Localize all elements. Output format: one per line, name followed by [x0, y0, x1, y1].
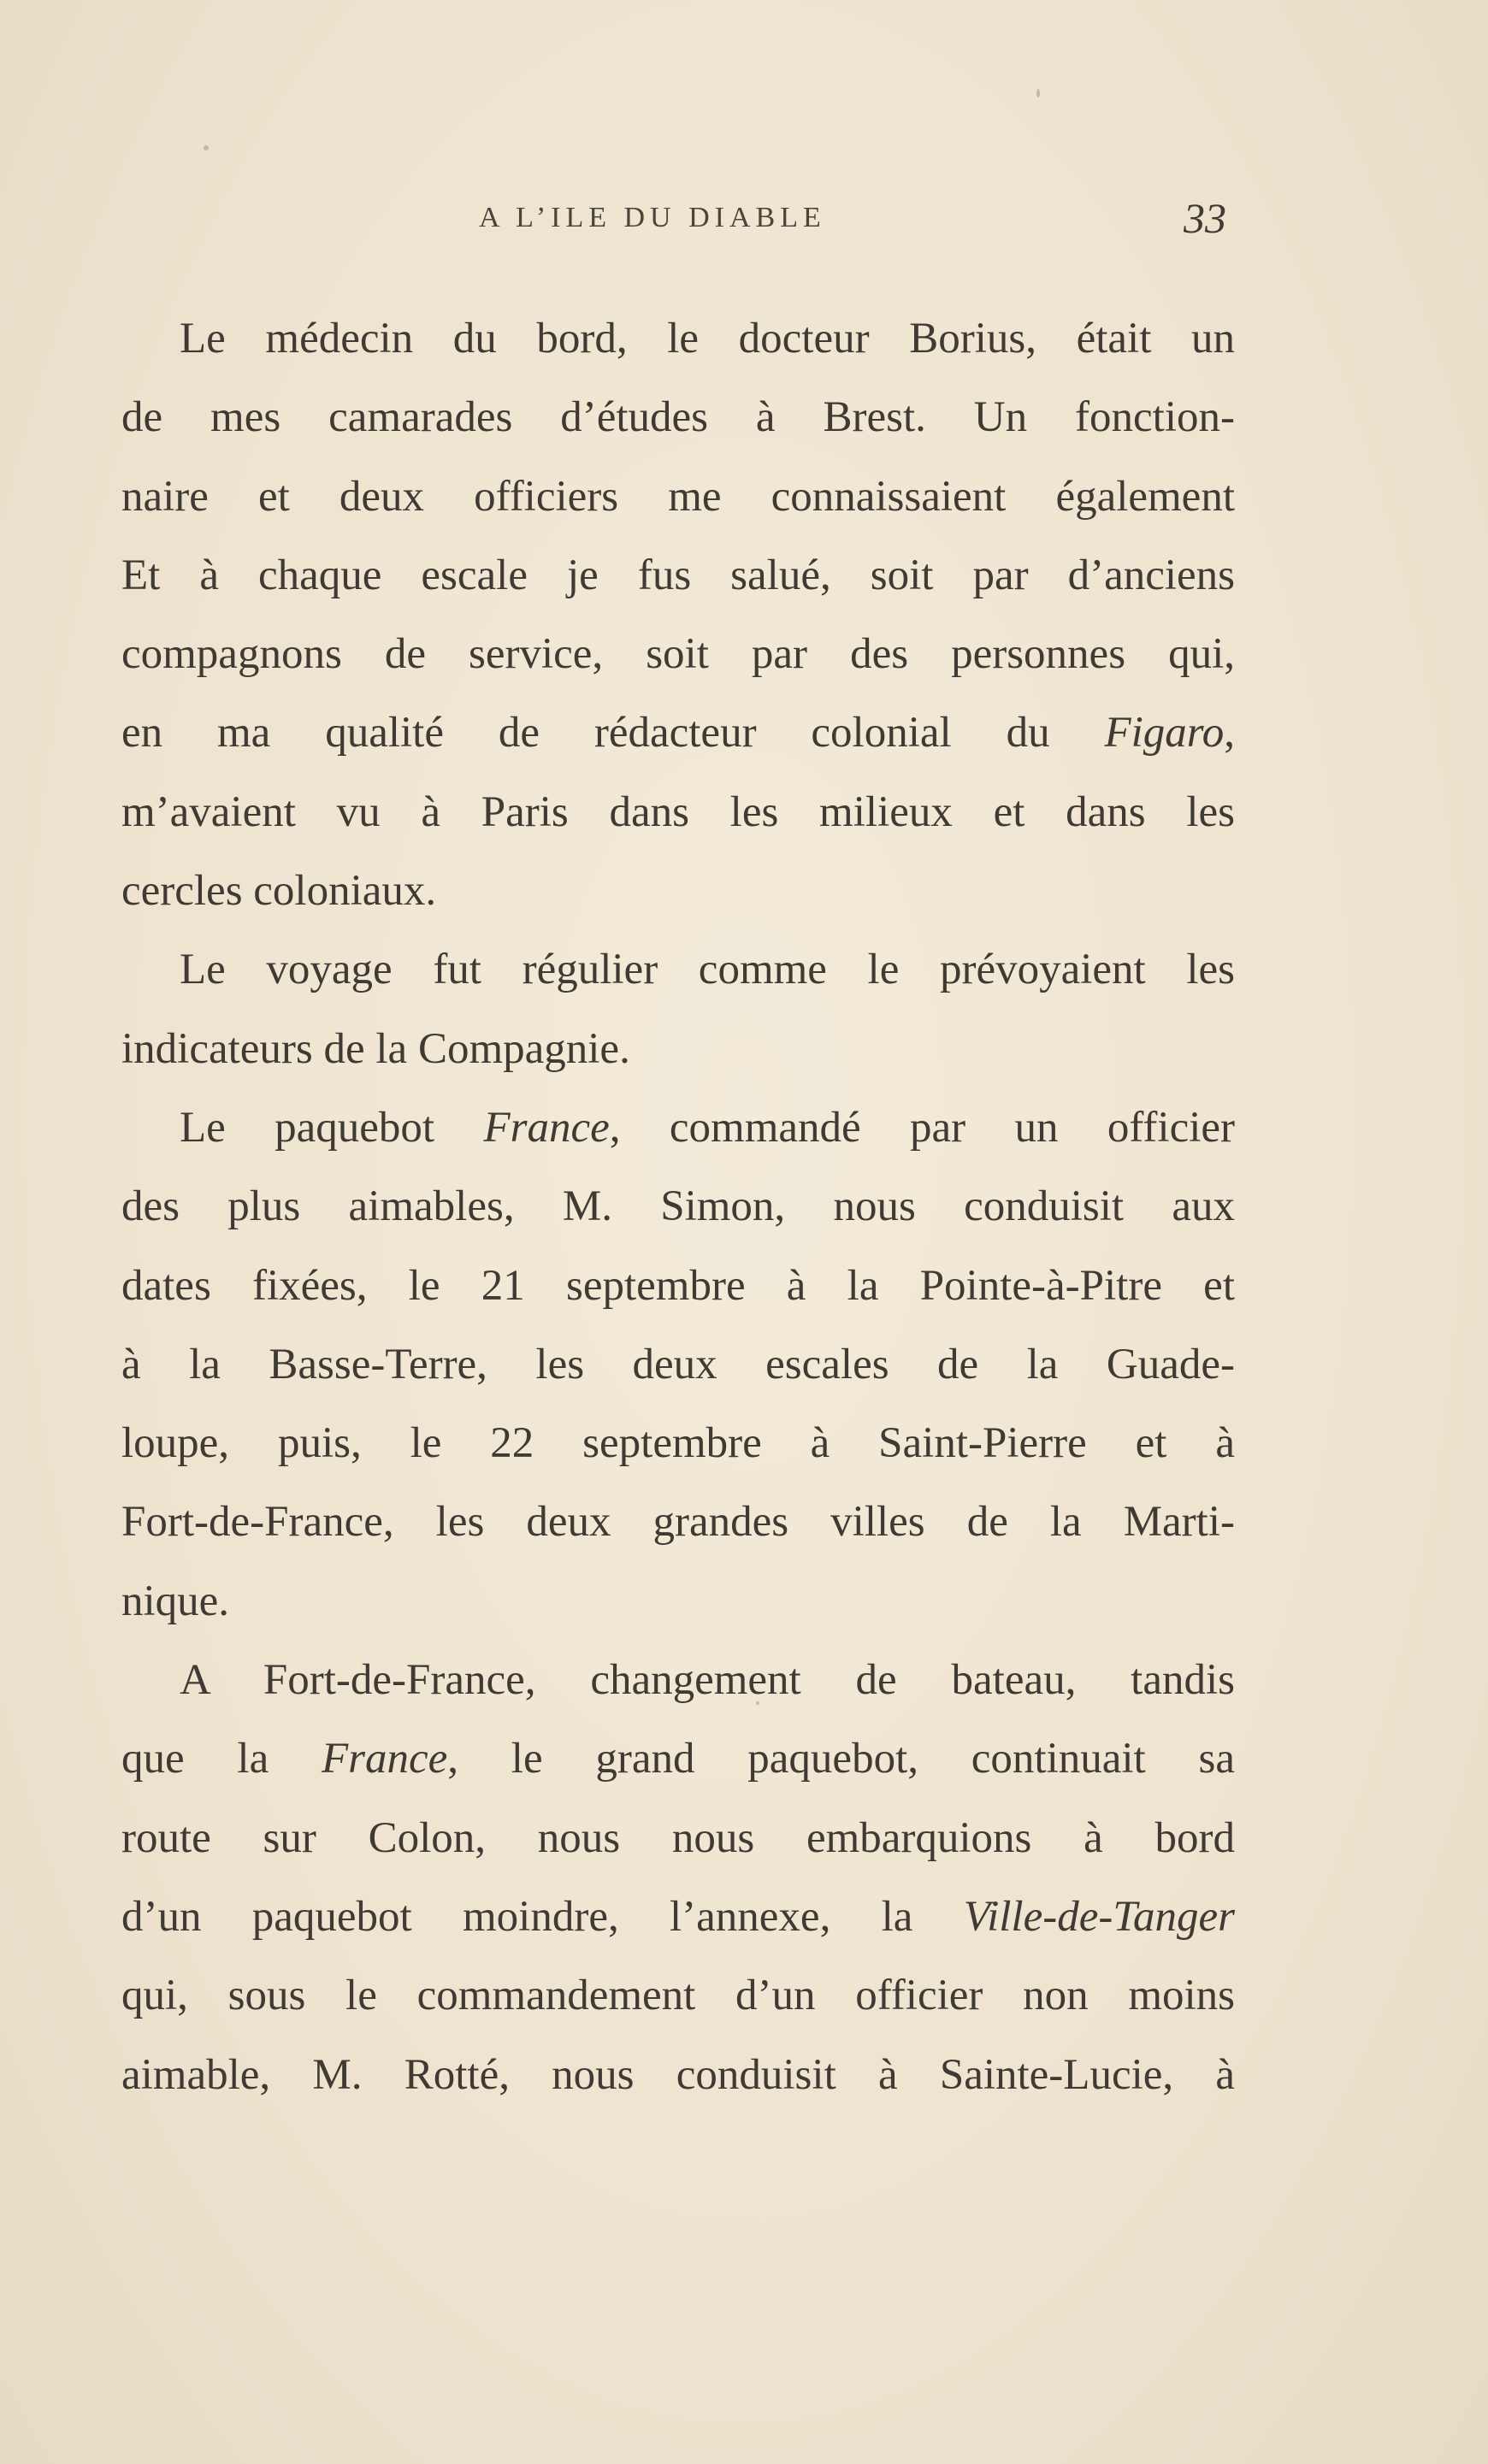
text-line: Fort-de-France, les deux grandes villes de la Marti-	[121, 1498, 1235, 1547]
text-run: en ma qualité de rédacteur colonial du	[121, 709, 1105, 757]
text-line: de mes camarades d’études à Brest. Un fonction-	[121, 393, 1235, 442]
text-line	[121, 693, 1235, 772]
text-run: Le paquebot	[180, 1103, 484, 1152]
text-line: loupe, puis, le 22 septembre à Saint-Pierre et à	[121, 1419, 1235, 1468]
text-line: Le voyage fut régulier comme le prévoyaient les	[180, 946, 1235, 994]
text-line: cercles coloniaux.	[121, 867, 437, 916]
text-line: aimable, M. Rotté, nous conduisit à Sainte-Lucie, à	[121, 2050, 1235, 2099]
text-run: d’un paquebot moindre, l’annexe, la	[121, 1892, 964, 1941]
text-line: Le médecin du bord, le docteur Borius, était un	[180, 315, 1235, 363]
text-line: nique.	[121, 1577, 230, 1625]
text-line: qui, sous le commandement d’un officier non moins	[121, 1972, 1235, 2020]
italic-title: France	[483, 1103, 610, 1152]
text-line	[121, 1877, 1235, 1956]
text-run: que la	[121, 1735, 322, 1783]
paper-speck	[1036, 89, 1040, 97]
text-line: compagnons de service, soit par des personnes qui,	[121, 630, 1235, 679]
text-line: Et à chaque escale je fus salué, soit par d’anciens	[121, 551, 1235, 599]
italic-title: Figaro	[1104, 709, 1225, 757]
text-line: des plus aimables, M. Simon, nous conduisit aux	[121, 1182, 1235, 1231]
text-line: naire et deux officiers me connaissaient également	[121, 472, 1235, 521]
text-run: , commandé par un officier	[609, 1103, 1236, 1152]
text-line	[121, 1088, 1235, 1167]
text-line: indicateurs de la Compagnie.	[121, 1024, 630, 1073]
text-line: dates fixées, le 21 septembre à la Pointe-à-Pitre et	[121, 1261, 1235, 1310]
paper-speck	[204, 145, 209, 150]
text-line: m’avaient vu à Paris dans les milieux et dans les	[121, 787, 1235, 836]
text-run: ,	[1224, 709, 1235, 757]
page-body	[121, 299, 1235, 2114]
text-line: route sur Colon, nous nous embarquions à bord	[121, 1813, 1235, 1862]
text-run: , le grand paquebot, continuait sa	[447, 1735, 1235, 1783]
running-title: A L’ILE DU DIABLE	[479, 202, 826, 233]
text-line: A Fort-de-France, changement de bateau, tandis	[180, 1656, 1235, 1705]
text-line: à la Basse-Terre, les deux escales de la Guade-	[121, 1340, 1235, 1388]
italic-title: Ville-de-Tanger	[963, 1892, 1235, 1941]
page-number: 33	[1184, 194, 1226, 242]
text-line	[121, 1719, 1235, 1798]
italic-title: France	[322, 1735, 448, 1783]
